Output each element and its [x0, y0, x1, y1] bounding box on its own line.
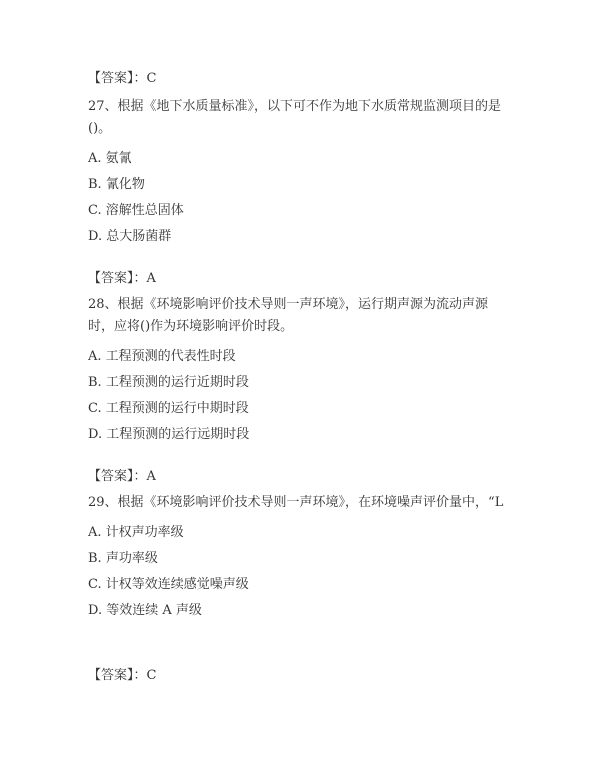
option-b: B. 声功率级	[88, 551, 158, 566]
answer-label: 【答案】：C	[88, 668, 157, 683]
answer-label: 【答案】：A	[88, 469, 156, 484]
option-b: B. 氰化物	[88, 177, 145, 192]
option-list	[88, 348, 508, 444]
option-a: A. 氨氰	[88, 151, 132, 166]
option-a: A. 计权声功率级	[88, 525, 184, 540]
question-text: 29、根据《环境影响评价技术导则一声环境》，在环境噪声评价量中，“L	[88, 495, 504, 510]
option-d: D. 总大肠菌群	[88, 229, 172, 244]
option-d: D. 等效连续 A 声级	[88, 603, 202, 618]
question-27	[88, 96, 508, 246]
question-28	[88, 294, 508, 444]
option-a: A. 工程预测的代表性时段	[88, 349, 236, 364]
option-c: C. 溶解性总固体	[88, 203, 184, 218]
answer-label: 【答案】：C	[88, 71, 157, 86]
question-text: 27、根据《地下水质量标准》，以下可不作为地下水质常规监测项目的是()。	[88, 99, 502, 136]
question-29	[88, 492, 508, 620]
option-list	[88, 524, 508, 620]
answer-label: 【答案】：A	[88, 271, 156, 286]
option-list	[88, 150, 508, 246]
option-c: C. 工程预测的运行中期时段	[88, 401, 249, 416]
question-text: 28、根据《环境影响评价技术导则一声环境》，运行期声源为流动声源时，应将()作为环境影响评价时段。	[88, 297, 489, 334]
option-c: C. 计权等效连续感觉噪声级	[88, 577, 249, 592]
option-b: B. 工程预测的运行近期时段	[88, 375, 249, 390]
option-d: D. 工程预测的运行远期时段	[88, 427, 250, 442]
